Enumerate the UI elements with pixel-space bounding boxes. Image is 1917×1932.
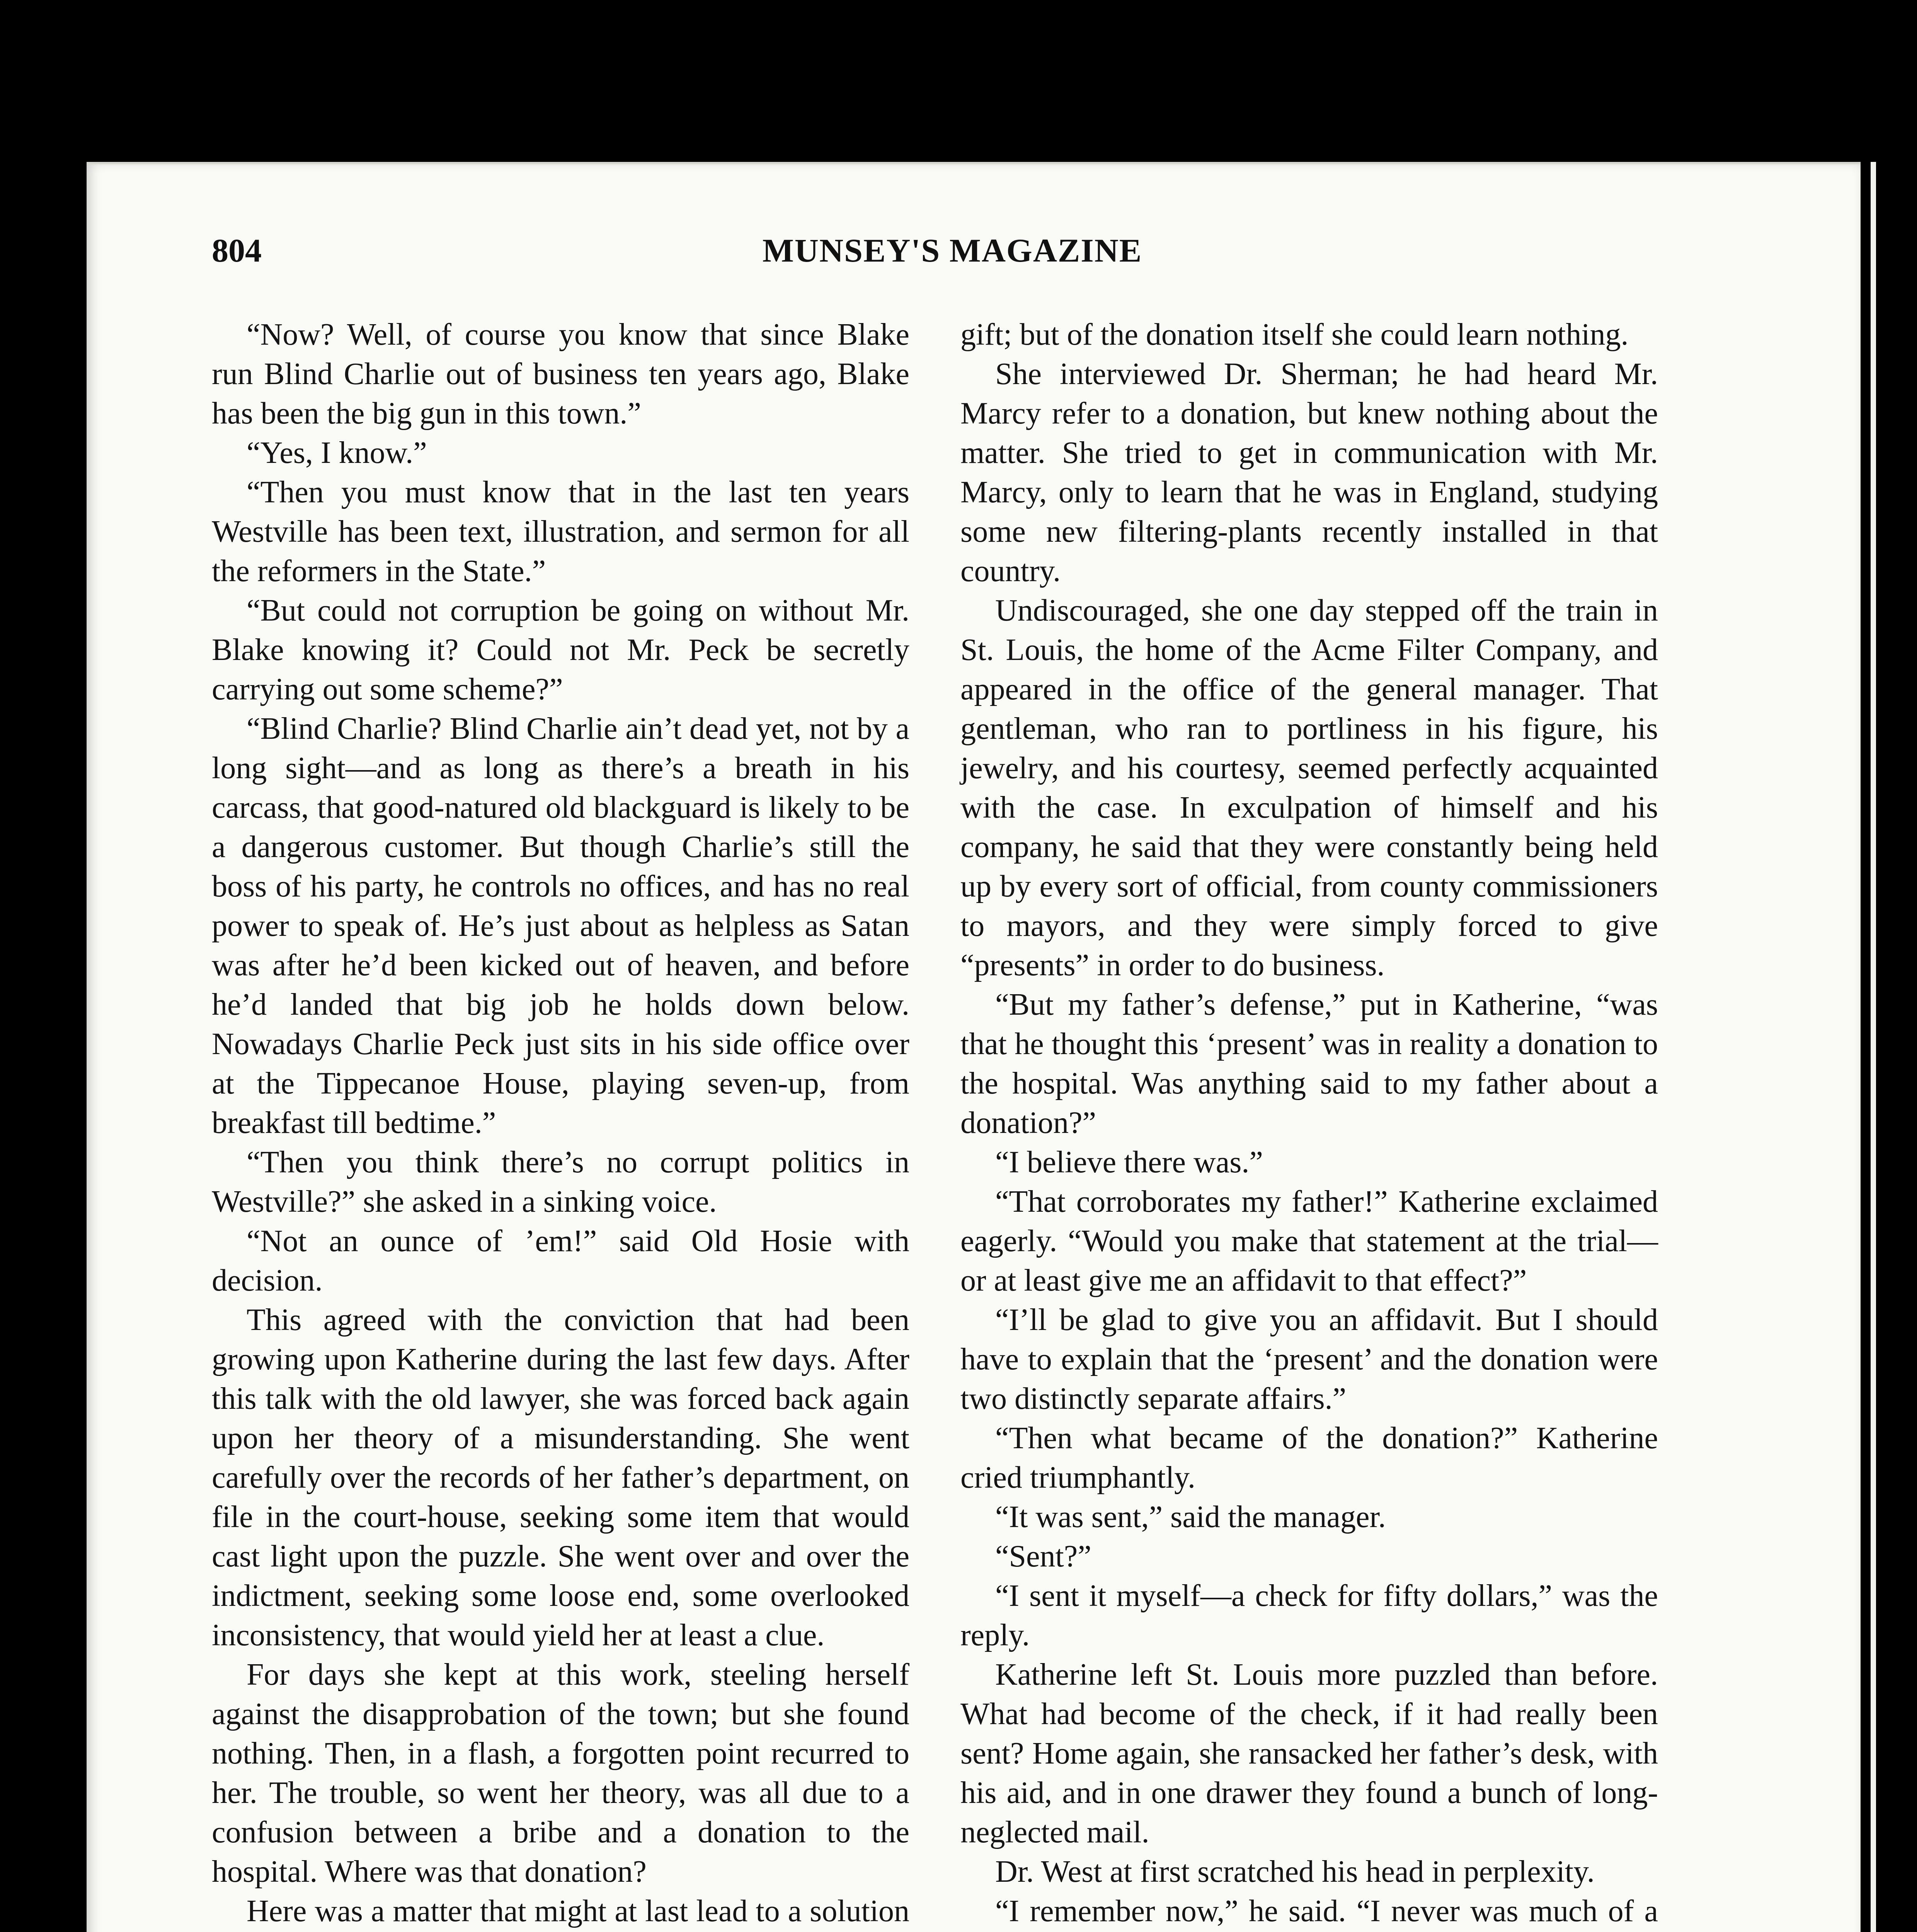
page-top-edge (87, 162, 1861, 164)
paragraph: This agreed with the conviction that had been growing upon Katherine during the last few days. After this talk with the old lawyer, she was forced back again upon her theory of a misunderstanding. She went carefully over the records of her father’s department, on file in the court-house, seeking some item that would cast light upon the puzzle. She went over and over the indictment, seeking some loose end, some overlooked inconsistency, that would yield her at least a clue. (212, 1303, 909, 1652)
paragraph: “I remember now,” he said. “I never was much of a (995, 1894, 1658, 1928)
paragraph: “It was sent,” said the manager. (995, 1500, 1386, 1534)
right-text-column (960, 315, 1658, 1932)
paragraph: “I believe there was.” (995, 1145, 1263, 1179)
paragraph: “I sent it myself—a check for fifty dollars,” was the reply. (960, 1579, 1658, 1652)
paragraph: Here was a matter that might at last lead to a solution (247, 1894, 909, 1928)
paragraph: “Then you think there’s no corrupt politics in Westville?” she asked in a sinking voice. (212, 1145, 909, 1219)
paragraph: She interviewed Dr. Sherman; he had heard Mr. Marcy refer to a donation, but knew nothing about the matter. She tried to get in communication with Mr. Marcy, only to learn that he was in England, studying some new filtering-plants recently installed in that country. (960, 357, 1658, 588)
paragraph: “Now? Well, of course you know that since Blake run Blind Charlie out of business ten years ago, Blake has been the big gun in this town.” (212, 318, 909, 430)
paragraph: “Then what became of the donation?” Katherine cried triumphantly. (960, 1421, 1658, 1495)
running-head (212, 231, 1693, 277)
paragraph: Katherine left St. Louis more puzzled than before. What had become of the check, if it had really been sent? Home again, she ransacked her father’s desk, with his aid, and in one drawer they found a bunch of long-neglected mail. (960, 1658, 1658, 1849)
paragraph: Dr. West at first scratched his head in perplexity. (995, 1855, 1595, 1889)
paragraph: “Not an ounce of ’em!” said Old Hosie with decision. (212, 1224, 909, 1298)
paragraph: “Sent?” (995, 1539, 1091, 1573)
paragraph: “But my father’s defense,” put in Katherine, “was that he thought this ‘present’ was in reality a donation to the hospital. Was anything said to my father about a donation?” (960, 988, 1658, 1140)
paragraph: “But could not corruption be going on without Mr. Blake knowing it? Could not Mr. Peck be secretly carrying out some scheme?” (212, 594, 909, 706)
continued-paragraph: gift; but of the donation itself she could learn nothing. (960, 318, 1629, 352)
paragraph: “Blind Charlie? Blind Charlie ain’t dead yet, not by a long sight—and as long as there’s a breath in his carcass, that good-natured old blackguard is likely to be a dangerous customer. But though Charlie’s still the boss of his party, he controls no offices, and has no real power to speak of. He’s just about as helpless as Satan was after he’d been kicked out of heaven, and before he’d landed that big job he holds down below. Nowadays Charlie Peck just sits in his side office over at the Tippecanoe House, playing seven-up, from breakfast till bedtime.” (212, 712, 909, 1140)
paragraph: For days she kept at this work, steeling herself against the disapprobation of the town; but she found nothing. Then, in a flash, a forgotten point recurred to her. The trouble, so went her theory, was all due to a confusion between a bribe and a donation to the hospital. Where was that donation? (212, 1658, 909, 1889)
paragraph: “Then you must know that in the last ten years Westville has been text, illustration, and sermon for all the reformers in the State.” (212, 475, 909, 588)
paragraph: Undiscouraged, she one day stepped off the train in St. Louis, the home of the Acme Filter Company, and appeared in the office of the general manager. That gentleman, who ran to portliness in his figure, his jewelry, and his courtesy, seemed perfectly acquainted with the case. In exculpation of himself and his company, he said that they were constantly being held up by every sort of official, from county commissioners to mayors, and they were simply forced to give “presents” in order to do business. (960, 594, 1658, 982)
paragraph: “That corroborates my father!” Katherine exclaimed eagerly. “Would you make that statement at the trial—or at least give me an affidavit to that effect?” (960, 1185, 1658, 1298)
page-number: 804 (212, 232, 262, 269)
paragraph: “I’ll be glad to give you an affidavit. But I should have to explain that the ‘present’ and the donation were two distinctly separate affairs.” (960, 1303, 1658, 1416)
paragraph: “Yes, I know.” (247, 436, 427, 470)
magazine-title: MUNSEY'S MAGAZINE (762, 232, 1142, 269)
facing-page-edge (1871, 162, 1876, 1932)
left-text-column (212, 315, 909, 1932)
